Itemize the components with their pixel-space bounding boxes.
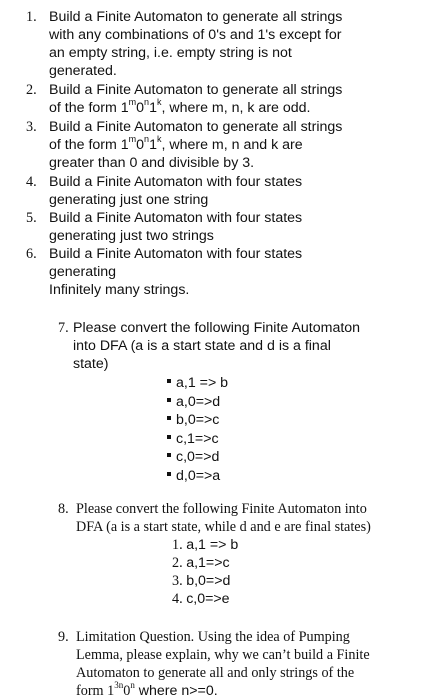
question-9-text: Limitation Question. Using the idea of Pumping Lemma, please explain, why we can’t build a Finite Automaton to generate all and only strings of the form $1^{3n}0^n$ where n>=0. (76, 629, 370, 699)
question-2-text: Build a Finite Automaton to generate all strings of the form 1$^m$0$^n$1$^k$, where m, n, k are odd. (49, 82, 343, 116)
question-9-number: 9. (58, 629, 69, 645)
bullet-icon (167, 453, 171, 457)
question-5-number: 5. (26, 210, 37, 226)
question-6-text: Build a Finite Automaton with four states generating Infinitely many strings. (49, 246, 303, 298)
bullet-icon (167, 416, 171, 420)
question-3-number: 3. (26, 119, 37, 135)
question-8-number: 8. (58, 501, 69, 517)
q7-transition: a,1 => b (167, 374, 228, 393)
question-4-number: 4. (26, 174, 37, 190)
question-6-number: 6. (26, 246, 37, 262)
q7-transition: c,0=>d (167, 448, 219, 467)
question-7-text: Please convert the following Finite Automaton into DFA (a is a start state and d is a final state) (73, 320, 361, 372)
q7-transition: a,0=>d (167, 393, 220, 412)
q7-transition: d,0=>a (167, 467, 220, 486)
question-1-number: 1. (26, 9, 37, 25)
q8-transition: 1. a,1 => b (172, 537, 239, 553)
bullet-icon (167, 472, 171, 476)
question-1-text: Build a Finite Automaton to generate all strings with any combinations of 0's and 1's except for an empty string, i.e. empty string is not generated. (49, 9, 343, 79)
q8-transition: 3. b,0=>d (172, 573, 231, 589)
bullet-icon (167, 398, 171, 402)
q7-transition: c,1=>c (167, 430, 219, 449)
question-8-text: Please convert the following Finite Automaton into DFA (a is a start state, while d and e are final states) (76, 501, 371, 535)
bullet-icon (167, 435, 171, 439)
q7-transition: b,0=>c (167, 411, 219, 430)
q8-transition: 2. a,1=>c (172, 555, 230, 571)
question-7-number: 7. (58, 320, 69, 336)
question-2-number: 2. (26, 82, 37, 98)
question-4-text: Build a Finite Automaton with four states generating just one string (49, 174, 303, 208)
q8-transition: 4. c,0=>e (172, 591, 230, 607)
bullet-icon (167, 379, 171, 383)
question-5-text: Build a Finite Automaton with four states generating just two strings (49, 210, 303, 244)
question-3-text: Build a Finite Automaton to generate all strings of the form 1$^m$0$^n$1$^k$, where m, n and k are greater than 0 and divisible by 3. (49, 119, 343, 171)
